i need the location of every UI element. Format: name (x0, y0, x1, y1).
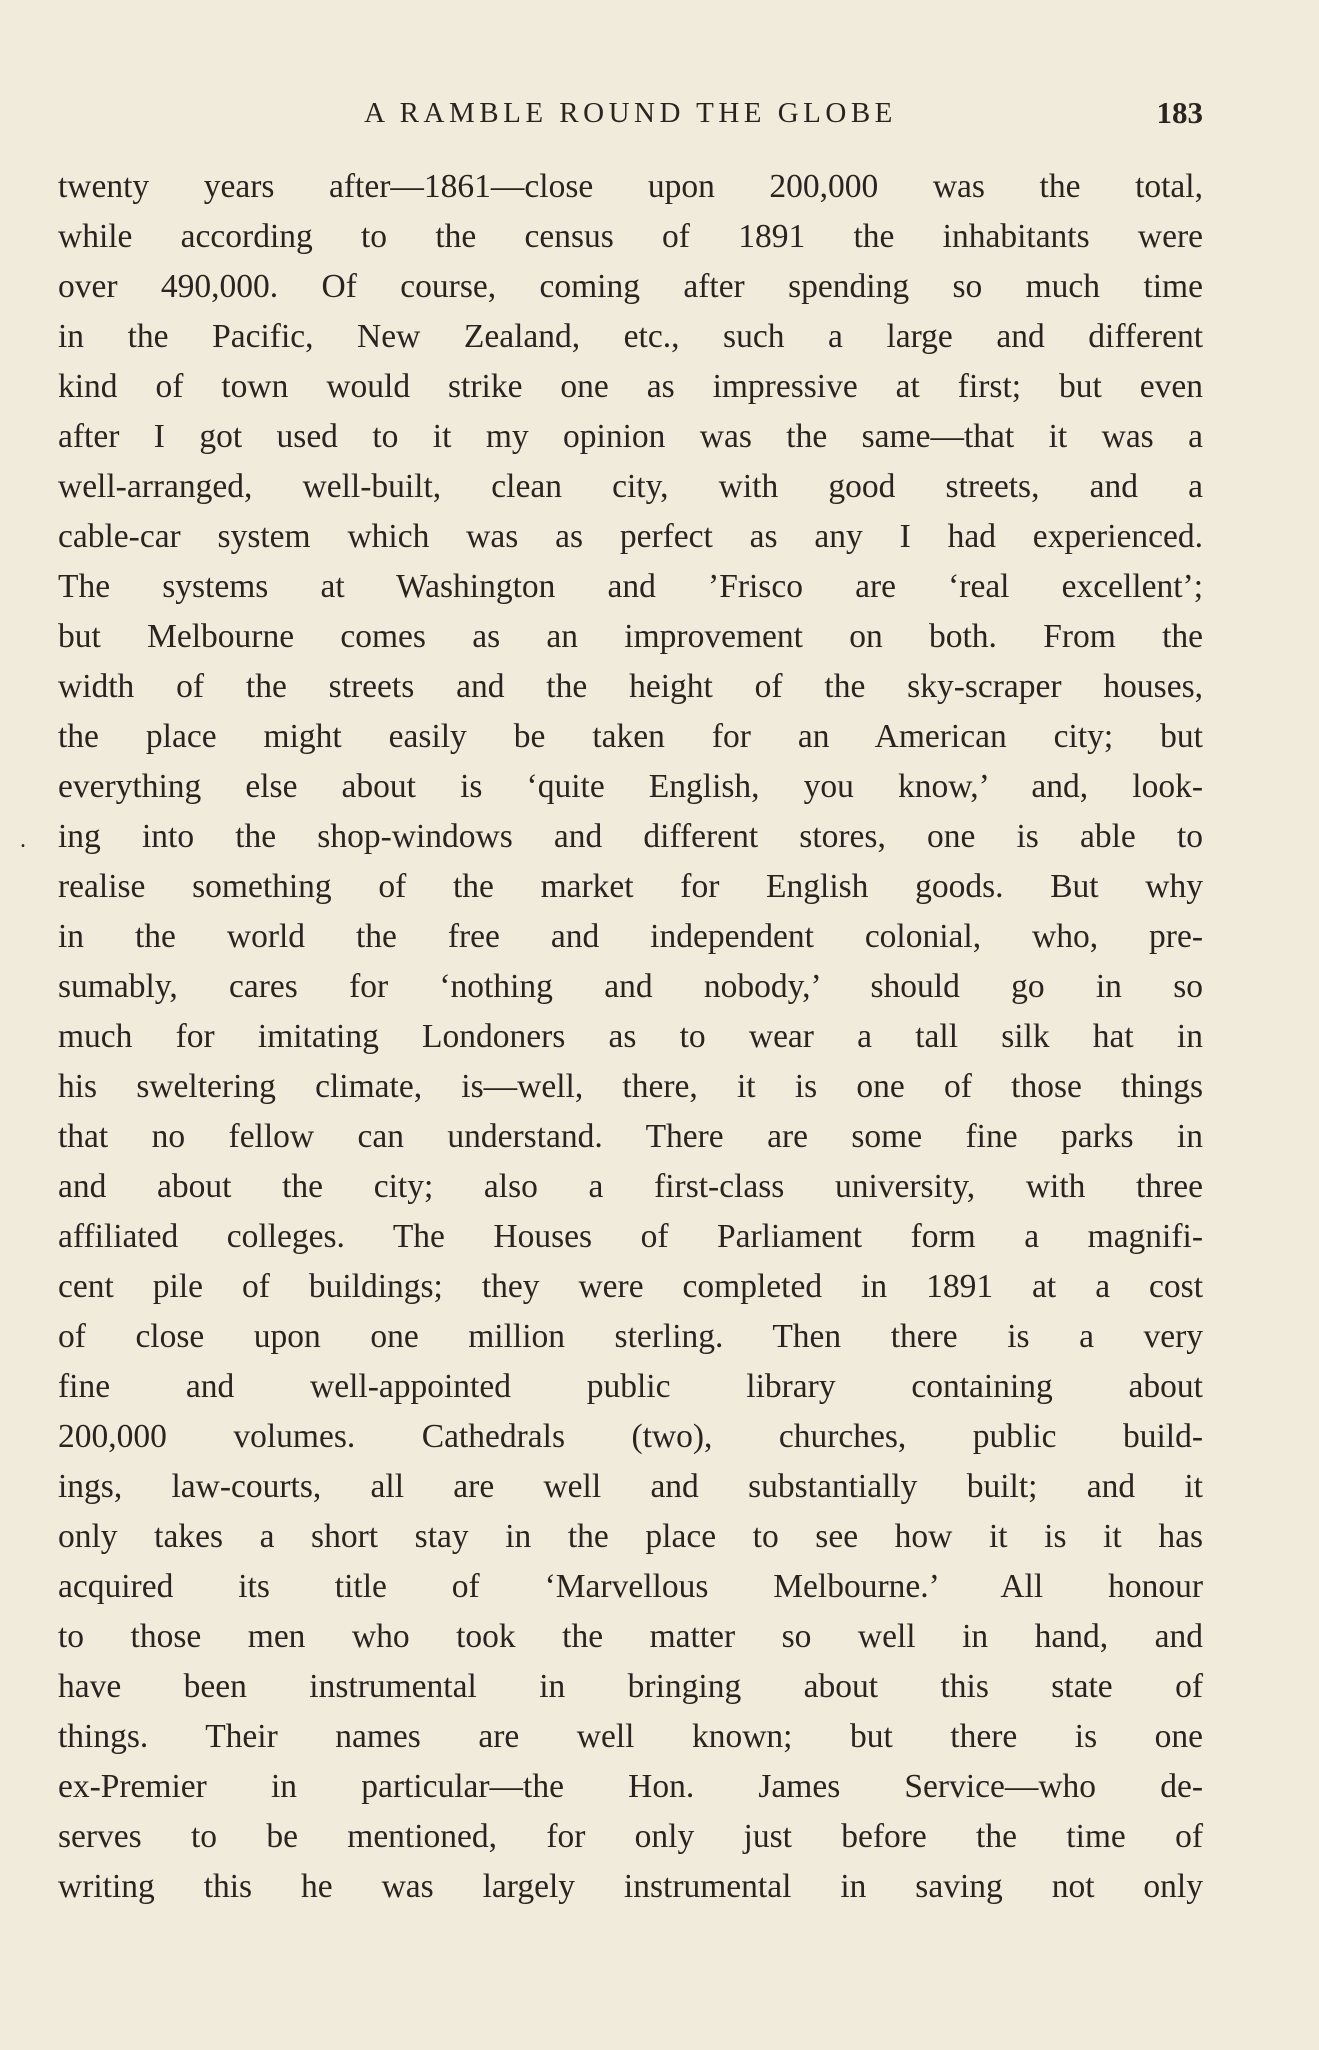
running-head (58, 88, 1203, 138)
text-line-6: after I got used to it my opinion was the same—that it was a (58, 418, 1203, 455)
text-line-28: only takes a short stay in the place to see how it is it has (58, 1518, 1203, 1555)
text-line-20: that no fellow can understand. There are some fine parks in (58, 1118, 1203, 1155)
text-line-35: writing this he was largely instrumental in saving not only (58, 1868, 1203, 1905)
text-line-25: fine and well-appointed public library containing about (58, 1368, 1203, 1405)
text-line-15: realise something of the market for English goods. But why (58, 868, 1203, 905)
margin-mark: . (20, 827, 26, 853)
text-line-23: cent pile of buildings; they were completed in 1891 at a cost (58, 1268, 1203, 1305)
running-title: A RAMBLE ROUND THE GLOBE (364, 97, 897, 129)
text-line-31: have been instrumental in bringing about this state of (58, 1668, 1203, 1705)
text-line-16: in the world the free and independent colonial, who, pre- (58, 918, 1203, 955)
text-line-24: of close upon one million sterling. Then there is a very (58, 1318, 1203, 1355)
text-line-7: well-arranged, well-built, clean city, with good streets, and a (58, 468, 1203, 505)
text-line-8: cable-car system which was as perfect as any I had experienced. (58, 518, 1203, 555)
text-line-4: in the Pacific, New Zealand, etc., such a large and different (58, 318, 1203, 355)
text-line-33: ex-Premier in particular—the Hon. James Service—who de- (58, 1768, 1203, 1805)
text-line-13: everything else about is ‘quite English, you know,’ and, look- (58, 768, 1203, 805)
text-line-11: width of the streets and the height of the sky-scraper houses, (58, 668, 1203, 705)
text-line-1: twenty years after—1861—close upon 200,000 was the total, (58, 168, 1203, 205)
text-line-5: kind of town would strike one as impressive at first; but even (58, 368, 1203, 405)
text-line-12: the place might easily be taken for an American city; but (58, 718, 1203, 755)
text-line-29: acquired its title of ‘Marvellous Melbourne.’ All honour (58, 1568, 1203, 1605)
text-line-34: serves to be mentioned, for only just before the time of (58, 1818, 1203, 1855)
text-line-32: things. Their names are well known; but there is one (58, 1718, 1203, 1755)
body-text (58, 162, 1203, 1912)
text-line-9: The systems at Washington and ’Frisco are ‘real excellent’; (58, 568, 1203, 605)
text-line-3: over 490,000. Of course, coming after spending so much time (58, 268, 1203, 305)
text-line-19: his sweltering climate, is—well, there, it is one of those things (58, 1068, 1203, 1105)
text-line-2: while according to the census of 1891 the inhabitants were (58, 218, 1203, 255)
text-line-14: ing into the shop-windows and different stores, one is able to (58, 818, 1203, 855)
text-line-17: sumably, cares for ‘nothing and nobody,’ should go in so (58, 968, 1203, 1005)
page-number: 183 (1156, 95, 1203, 130)
text-line-30: to those men who took the matter so well in hand, and (58, 1618, 1203, 1655)
text-line-10: but Melbourne comes as an improvement on both. From the (58, 618, 1203, 655)
text-line-22: affiliated colleges. The Houses of Parliament form a magnifi- (58, 1218, 1203, 1255)
text-line-27: ings, law-courts, all are well and substantially built; and it (58, 1468, 1203, 1505)
text-line-21: and about the city; also a first-class university, with three (58, 1168, 1203, 1205)
text-line-18: much for imitating Londoners as to wear a tall silk hat in (58, 1018, 1203, 1055)
text-line-26: 200,000 volumes. Cathedrals (two), churches, public build- (58, 1418, 1203, 1455)
